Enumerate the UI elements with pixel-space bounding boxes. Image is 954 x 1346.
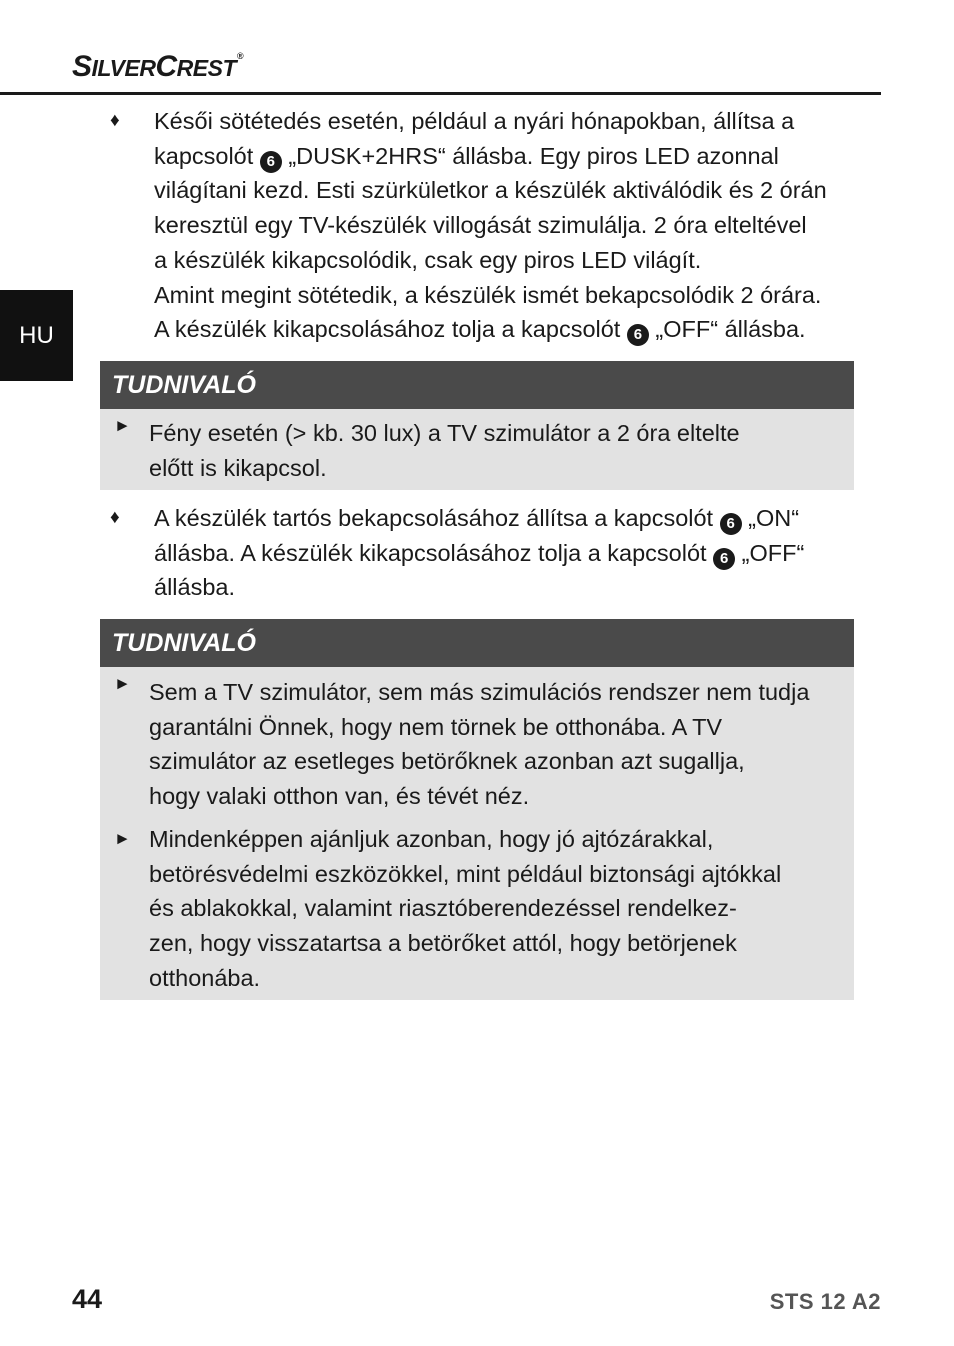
text-line: kapcsolót (154, 142, 260, 169)
text-line: A készülék tartós bekapcsolásához állítsa a kapcsolót (154, 505, 720, 531)
brand-logo (72, 52, 243, 82)
text-line: Sem a TV szimulátor, sem más szimulációs rendszer nem tudja (149, 679, 810, 705)
diamond-bullet-icon: ♦ (110, 110, 120, 131)
note-title: TUDNIVALÓ (100, 361, 854, 409)
note-item (100, 409, 854, 485)
text-line: állásba. A készülék kikapcsolásához tolja a kapcsolót (154, 539, 714, 566)
note-box-1 (100, 361, 854, 490)
text-line: keresztül egy TV-készülék villogását szimulálja. 2 óra elteltével (154, 212, 807, 239)
instruction-bullet-1 (100, 104, 854, 347)
note-box-2 (100, 619, 854, 1000)
text-line: állásba. (154, 574, 235, 601)
logo-letter: S (72, 50, 92, 83)
bullet-text (154, 501, 854, 605)
language-tab (0, 290, 73, 381)
note-title: TUDNIVALÓ (100, 619, 854, 667)
switch-number-badge: 6 (720, 513, 742, 535)
text-line: „DUSK+2HRS“ állásba. Egy piros LED azonnal (281, 142, 779, 169)
arrow-bullet-icon: ► (114, 828, 131, 848)
note-item (100, 667, 854, 814)
text-line: és ablakokkal, valamint riasztóberendezéssel rendelkez- (149, 895, 737, 922)
logo-letter: C (155, 50, 177, 83)
text-line: garantálni Önnek, hogy nem törnek be otthonába. A TV (149, 713, 723, 740)
text-line: hogy valaki otthon van, és tévét néz. (149, 783, 530, 810)
page-number: 44 (72, 1284, 103, 1314)
language-tab-label: HU (19, 321, 54, 349)
text-line: Amint megint sötétedik, a készülék ismét bekapcsolódik 2 órára. (154, 281, 822, 308)
text-line: „OFF“ (735, 539, 805, 566)
logo-letters: ILVER (91, 55, 156, 81)
text-line: A készülék kikapcsolásához tolja a kapcsolót (154, 316, 627, 343)
bullet-text (154, 104, 854, 347)
text-line: világítani kezd. Esti szürkületkor a készülék aktiválódik és 2 órán (154, 177, 827, 204)
model-number: STS 12 A2 (769, 1289, 881, 1314)
text-line: a készülék kikapcsolódik, csak egy piros LED világít. (154, 246, 702, 273)
registered-mark: ® (237, 51, 244, 61)
text-line: zen, hogy visszatartsa a betörőket attól, hogy betörjenek (149, 929, 737, 956)
text-line: Mindenképpen ajánljuk azonban, hogy jó ajtózárakkal, (149, 825, 714, 852)
text-line: otthonába. (149, 964, 261, 991)
text-line: betörésvédelmi eszközökkel, mint például biztonsági ajtókkal (149, 860, 782, 887)
text-line: Fény esetén (> kb. 30 lux) a TV szimulátor a 2 óra eltelte (149, 420, 740, 446)
text-line: Késői sötétedés esetén, például a nyári hónapokban, állítsa a (154, 108, 795, 134)
arrow-bullet-icon: ► (114, 416, 131, 435)
text-line: „ON“ (741, 505, 800, 531)
text-line: szimulátor az esetleges betörőknek azonban azt sugallja, (149, 748, 745, 775)
switch-number-badge: 6 (260, 151, 282, 173)
switch-number-badge: 6 (627, 324, 649, 346)
switch-number-badge: 6 (713, 548, 735, 570)
text-line: „OFF“ állásba. (648, 316, 806, 343)
note-item (100, 814, 854, 996)
arrow-bullet-icon: ► (114, 674, 131, 693)
text-line: előtt is kikapcsol. (149, 454, 327, 481)
header-rule (0, 92, 881, 95)
diamond-bullet-icon: ♦ (110, 507, 120, 528)
logo-letters: REST (176, 55, 236, 81)
instruction-bullet-2 (100, 501, 854, 605)
